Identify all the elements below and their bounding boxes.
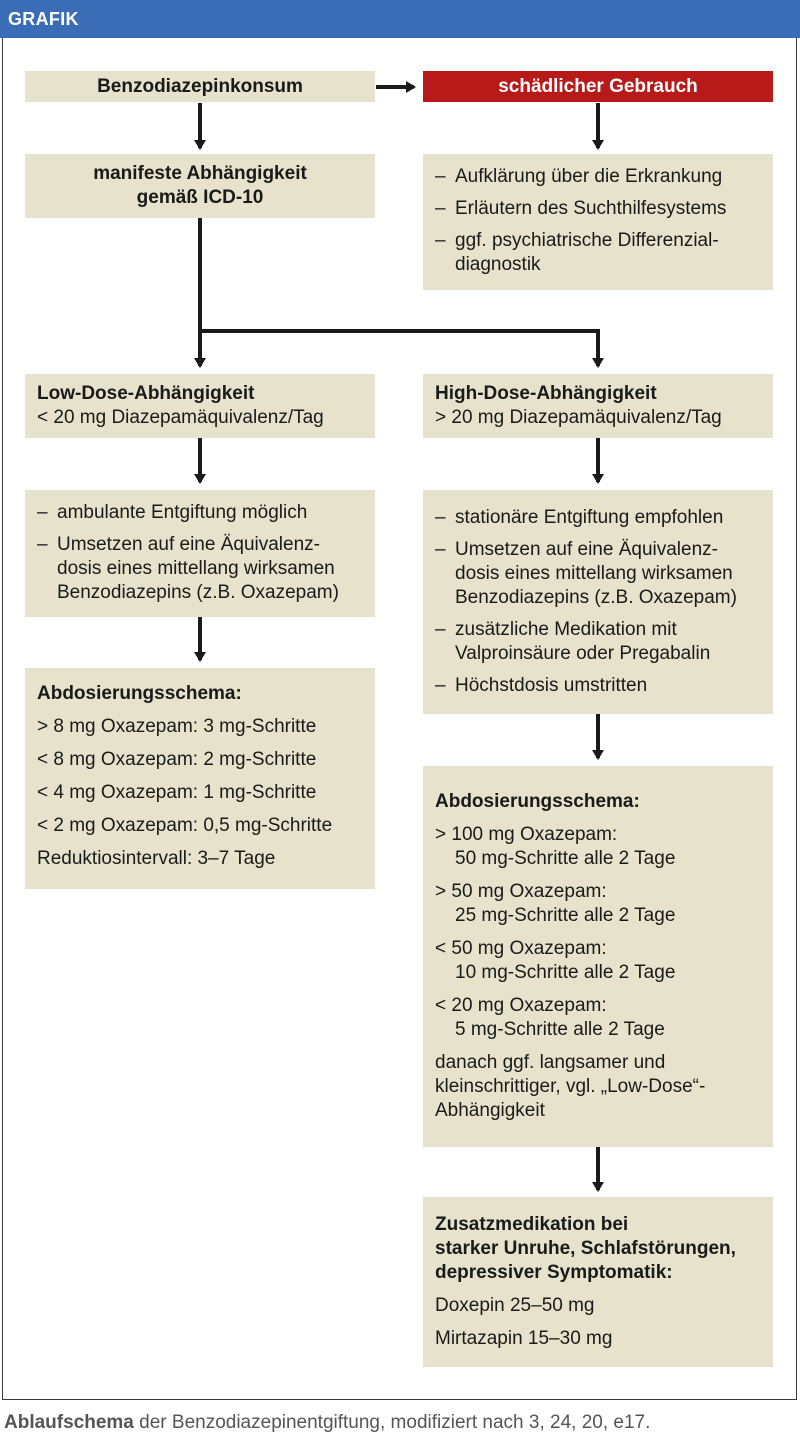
box-low-measures: [25, 490, 375, 617]
zusatz-title: [435, 1213, 761, 1285]
box-schaedlich-label: schädlicher Gebrauch: [498, 76, 698, 97]
schema-line: > 100 mg Oxazepam:: [435, 824, 618, 845]
box-zusatzmedikation: [423, 1197, 773, 1367]
list-item-text-cont: Benzodiazepins (z.B. Oxazepam): [57, 582, 339, 603]
header-title: GRAFIK: [8, 9, 79, 29]
list-item-text: ggf. psychiatrische Differenzial-: [455, 230, 719, 251]
figure-caption: [4, 1412, 650, 1434]
list-item-text-cont: dosis eines mittellang wirksamen: [455, 563, 733, 584]
box-schaedlicher-gebrauch: [423, 71, 773, 102]
abhaengigkeit-line-1: manifeste Abhängigkeit: [93, 163, 307, 184]
list-item-text: Aufklärung über die Erkrankung: [455, 166, 723, 187]
schema-line-sub: 10 mg-Schritte alle 2 Tage: [455, 962, 676, 983]
list-item: – ambulante Entgiftung möglich: [37, 501, 363, 525]
list-item-text-cont: dosis eines mittellang wirksamen: [57, 558, 335, 579]
schema-line-sub: 50 mg-Schritte alle 2 Tage: [455, 848, 676, 869]
schema-line: Reduktiosintervall: 3–7 Tage: [37, 848, 276, 869]
schema-line-sub: 25 mg-Schritte alle 2 Tage: [455, 905, 676, 926]
box-high-schema: [423, 766, 773, 1147]
schema-note-line: Abhängigkeit: [435, 1100, 545, 1121]
zusatz-title-line: Zusatzmedikation bei: [435, 1214, 629, 1235]
box-high-measures: [423, 490, 773, 714]
schema-note-line: danach ggf. langsamer und: [435, 1052, 666, 1073]
low-schema-title: Abdosierungsschema:: [37, 683, 242, 704]
high-dose-title: High-Dose-Abhängigkeit: [435, 383, 657, 404]
caption-bold: Ablaufschema: [4, 1412, 134, 1433]
schema-note-line: kleinschrittiger, vgl. „Low-Dose“-: [435, 1076, 706, 1097]
list-item: – Umsetzen auf eine Äquivalenz- dosis eines mittellang wirksamen Benzodiazepins (z.B. Oxazepam): [37, 534, 339, 603]
schema-line: < 20 mg Oxazepam:: [435, 995, 607, 1016]
list-item-text: ambulante Entgiftung möglich: [57, 502, 308, 523]
list-item-text: Höchstdosis umstritten: [455, 675, 648, 696]
box-konsum-label: Benzodiazepinkonsum: [97, 76, 303, 97]
caption-text: der Benzodiazepinentgiftung, modifiziert nach 3, 24, 20, e17.: [133, 1412, 651, 1433]
zusatz-line: Mirtazapin 15–30 mg: [435, 1328, 613, 1349]
schema-note: [435, 1051, 761, 1123]
box-high-dose: [423, 374, 773, 438]
schema-entry: [435, 994, 761, 1042]
zusatz-title-line: depressiver Symptomatik:: [435, 1262, 673, 1283]
list-item-text-cont: diagnostik: [455, 254, 541, 275]
schema-entry: [435, 823, 761, 871]
schema-entry: [435, 937, 761, 985]
schema-line: < 4 mg Oxazepam: 1 mg-Schritte: [37, 782, 317, 803]
schema-line: < 2 mg Oxazepam: 0,5 mg-Schritte: [37, 815, 333, 836]
box-manifeste-abhaengigkeit: [25, 154, 375, 218]
high-schema-title: Abdosierungsschema:: [435, 791, 640, 812]
schema-line: > 50 mg Oxazepam:: [435, 881, 607, 902]
schema-line: < 8 mg Oxazepam: 2 mg-Schritte: [37, 749, 317, 770]
list-item-text: stationäre Entgiftung empfohlen: [455, 507, 724, 528]
low-dose-title: Low-Dose-Abhängigkeit: [37, 383, 255, 404]
schema-line: > 8 mg Oxazepam: 3 mg-Schritte: [37, 716, 317, 737]
schema-line: < 50 mg Oxazepam:: [435, 938, 607, 959]
box-low-dose: [25, 374, 375, 438]
abhaengigkeit-line-2: gemäß ICD-10: [136, 187, 264, 208]
schema-line-sub: 5 mg-Schritte alle 2 Tage: [455, 1019, 665, 1040]
list-item: – Aufklärung über die Erkrankung: [435, 165, 761, 189]
list-item-text: Umsetzen auf eine Äquivalenz-: [57, 534, 320, 555]
list-item: – stationäre Entgiftung empfohlen: [435, 506, 761, 530]
list-item: – Umsetzen auf eine Äquivalenz- dosis eines mittellang wirksamen Benzodiazepins (z.B. Oxazepam): [435, 539, 737, 608]
list-item: – Erläutern des Suchthilfesystems: [435, 197, 761, 221]
list-item: – Höchstdosis umstritten: [435, 674, 761, 698]
box-benzodiazepinkonsum: [25, 71, 375, 102]
list-item: – ggf. psychiatrische Differenzial- diagnostik: [435, 230, 719, 275]
schema-entry: [435, 880, 761, 928]
list-item-text: Erläutern des Suchthilfesystems: [455, 198, 727, 219]
box-low-schema: [25, 668, 375, 889]
high-dose-text: > 20 mg Diazepamäquivalenz/Tag: [435, 407, 722, 428]
low-dose-text: < 20 mg Diazepamäquivalenz/Tag: [37, 407, 324, 428]
list-item: – zusätzliche Medikation mit Valproinsäure oder Pregabalin: [435, 619, 711, 664]
list-item-text-cont: Valproinsäure oder Pregabalin: [455, 643, 711, 664]
zusatz-title-line: starker Unruhe, Schlafstörungen,: [435, 1238, 736, 1259]
zusatz-line: Doxepin 25–50 mg: [435, 1295, 595, 1316]
list-item-text-cont: Benzodiazepins (z.B. Oxazepam): [455, 587, 737, 608]
list-item-text: zusätzliche Medikation mit: [455, 619, 677, 640]
box-aufklaerung: [423, 154, 773, 290]
list-item-text: Umsetzen auf eine Äquivalenz-: [455, 539, 718, 560]
